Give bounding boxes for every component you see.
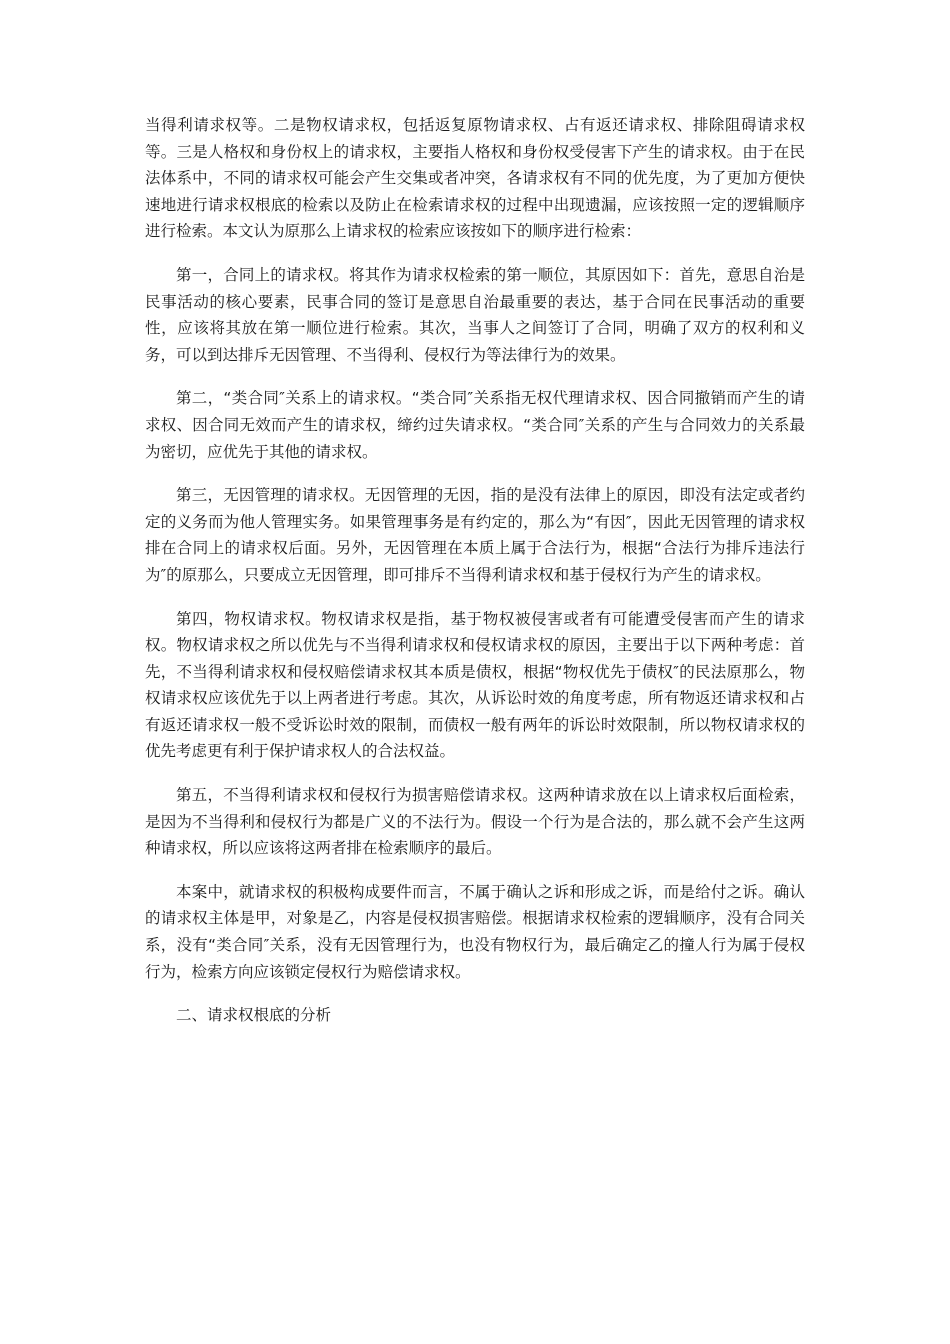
paragraph-continuation: 当得利请求权等。二是物权请求权，包括返复原物请求权、占有返还请求权、排除阻碍请求权等。三是人格权和身份权上的请求权，主要指人格权和身份权受侵害下产生的请求权。由于在民法体系中，不同的请求权可能会产生交集或者冲突，各请求权有不同的优先度，为了更加方便快速地进行请求权根底的检索以及防止在检索请求权的过程中出现遗漏，应该按照一定的逻辑顺序进行检索。本文认为原那么上请求权的检索应该按如下的顺序进行检索： [145, 116, 805, 241]
paragraph-fourth-property: 第四，物权请求权。物权请求权是指，基于物权被侵害或者有可能遭受侵害而产生的请求权。物权请求权之所以优先与不当得利请求权和侵权请求权的原因，主要出于以下两种考虑：首先，不当得利请求权和侵权赔偿请求权其本质是债权，根据“物权优先于债权″的民法原那么，物权请求权应该优先于以上两者进行考虑。其次，从诉讼时效的角度考虑，所有物返还请求权和占有返还请求权一般不受诉讼时效的限制，而债权一般有两年的诉讼时效限制，所以物权请求权的优先考虑更有利于保护请求权人的合法权益。 [145, 609, 805, 761]
document-page [145, 112, 805, 1029]
paragraph-fifth-unjust-tort: 第五，不当得利请求权和侵权行为损害赔偿请求权。这两种请求放在以上请求权后面检索，是因为不当得利和侵权行为都是广义的不法行为。假设一个行为是合法的，那么就不会产生这两种请求权，所以应该将这两者排在检索顺序的最后。 [145, 786, 805, 858]
paragraph-third-negotiorum: 第三，无因管理的请求权。无因管理的无因，指的是没有法律上的原因，即没有法定或者约定的义务而为他人管理实务。如果管理事务是有约定的，那么为“有因″，因此无因管理的请求权排在合同上的请求权后面。另外，无因管理在本质上属于合法行为，根据“合法行为排斥违法行为″的原那么，只要成立无因管理，即可排斥不当得利请求权和基于侵权行为产生的请求权。 [145, 486, 805, 584]
section-heading: 二、请求权根底的分析 [176, 1006, 332, 1025]
paragraph-case-application: 本案中，就请求权的积极构成要件而言，不属于确认之诉和形成之诉，而是给付之诉。确认的请求权主体是甲，对象是乙，内容是侵权损害赔偿。根据请求权检索的逻辑顺序，没有合同关系，没有“类合同″关系，没有无因管理行为，也没有物权行为，最后确定乙的撞人行为属于侵权行为，检索方向应该锁定侵权行为赔偿请求权。 [145, 882, 805, 981]
paragraph-first-contract: 第一，合同上的请求权。将其作为请求权检索的第一顺位，其原因如下：首先，意思自治是民事活动的核心要素，民事合同的签订是意思自治最重要的表达，基于合同在民事活动的重要性，应该将其放在第一顺位进行检索。其次，当事人之间签订了合同，明确了双方的权利和义务，可以到达排斥无因管理、不当得利、侵权行为等法律行为的效果。 [145, 265, 805, 364]
paragraph-second-quasi-contract: 第二，“类合同″关系上的请求权。“类合同″关系指无权代理请求权、因合同撤销而产生的请求权、因合同无效而产生的请求权，缔约过失请求权。“类合同″关系的产生与合同效力的关系最为密切，应优先于其他的请求权。 [145, 389, 805, 461]
